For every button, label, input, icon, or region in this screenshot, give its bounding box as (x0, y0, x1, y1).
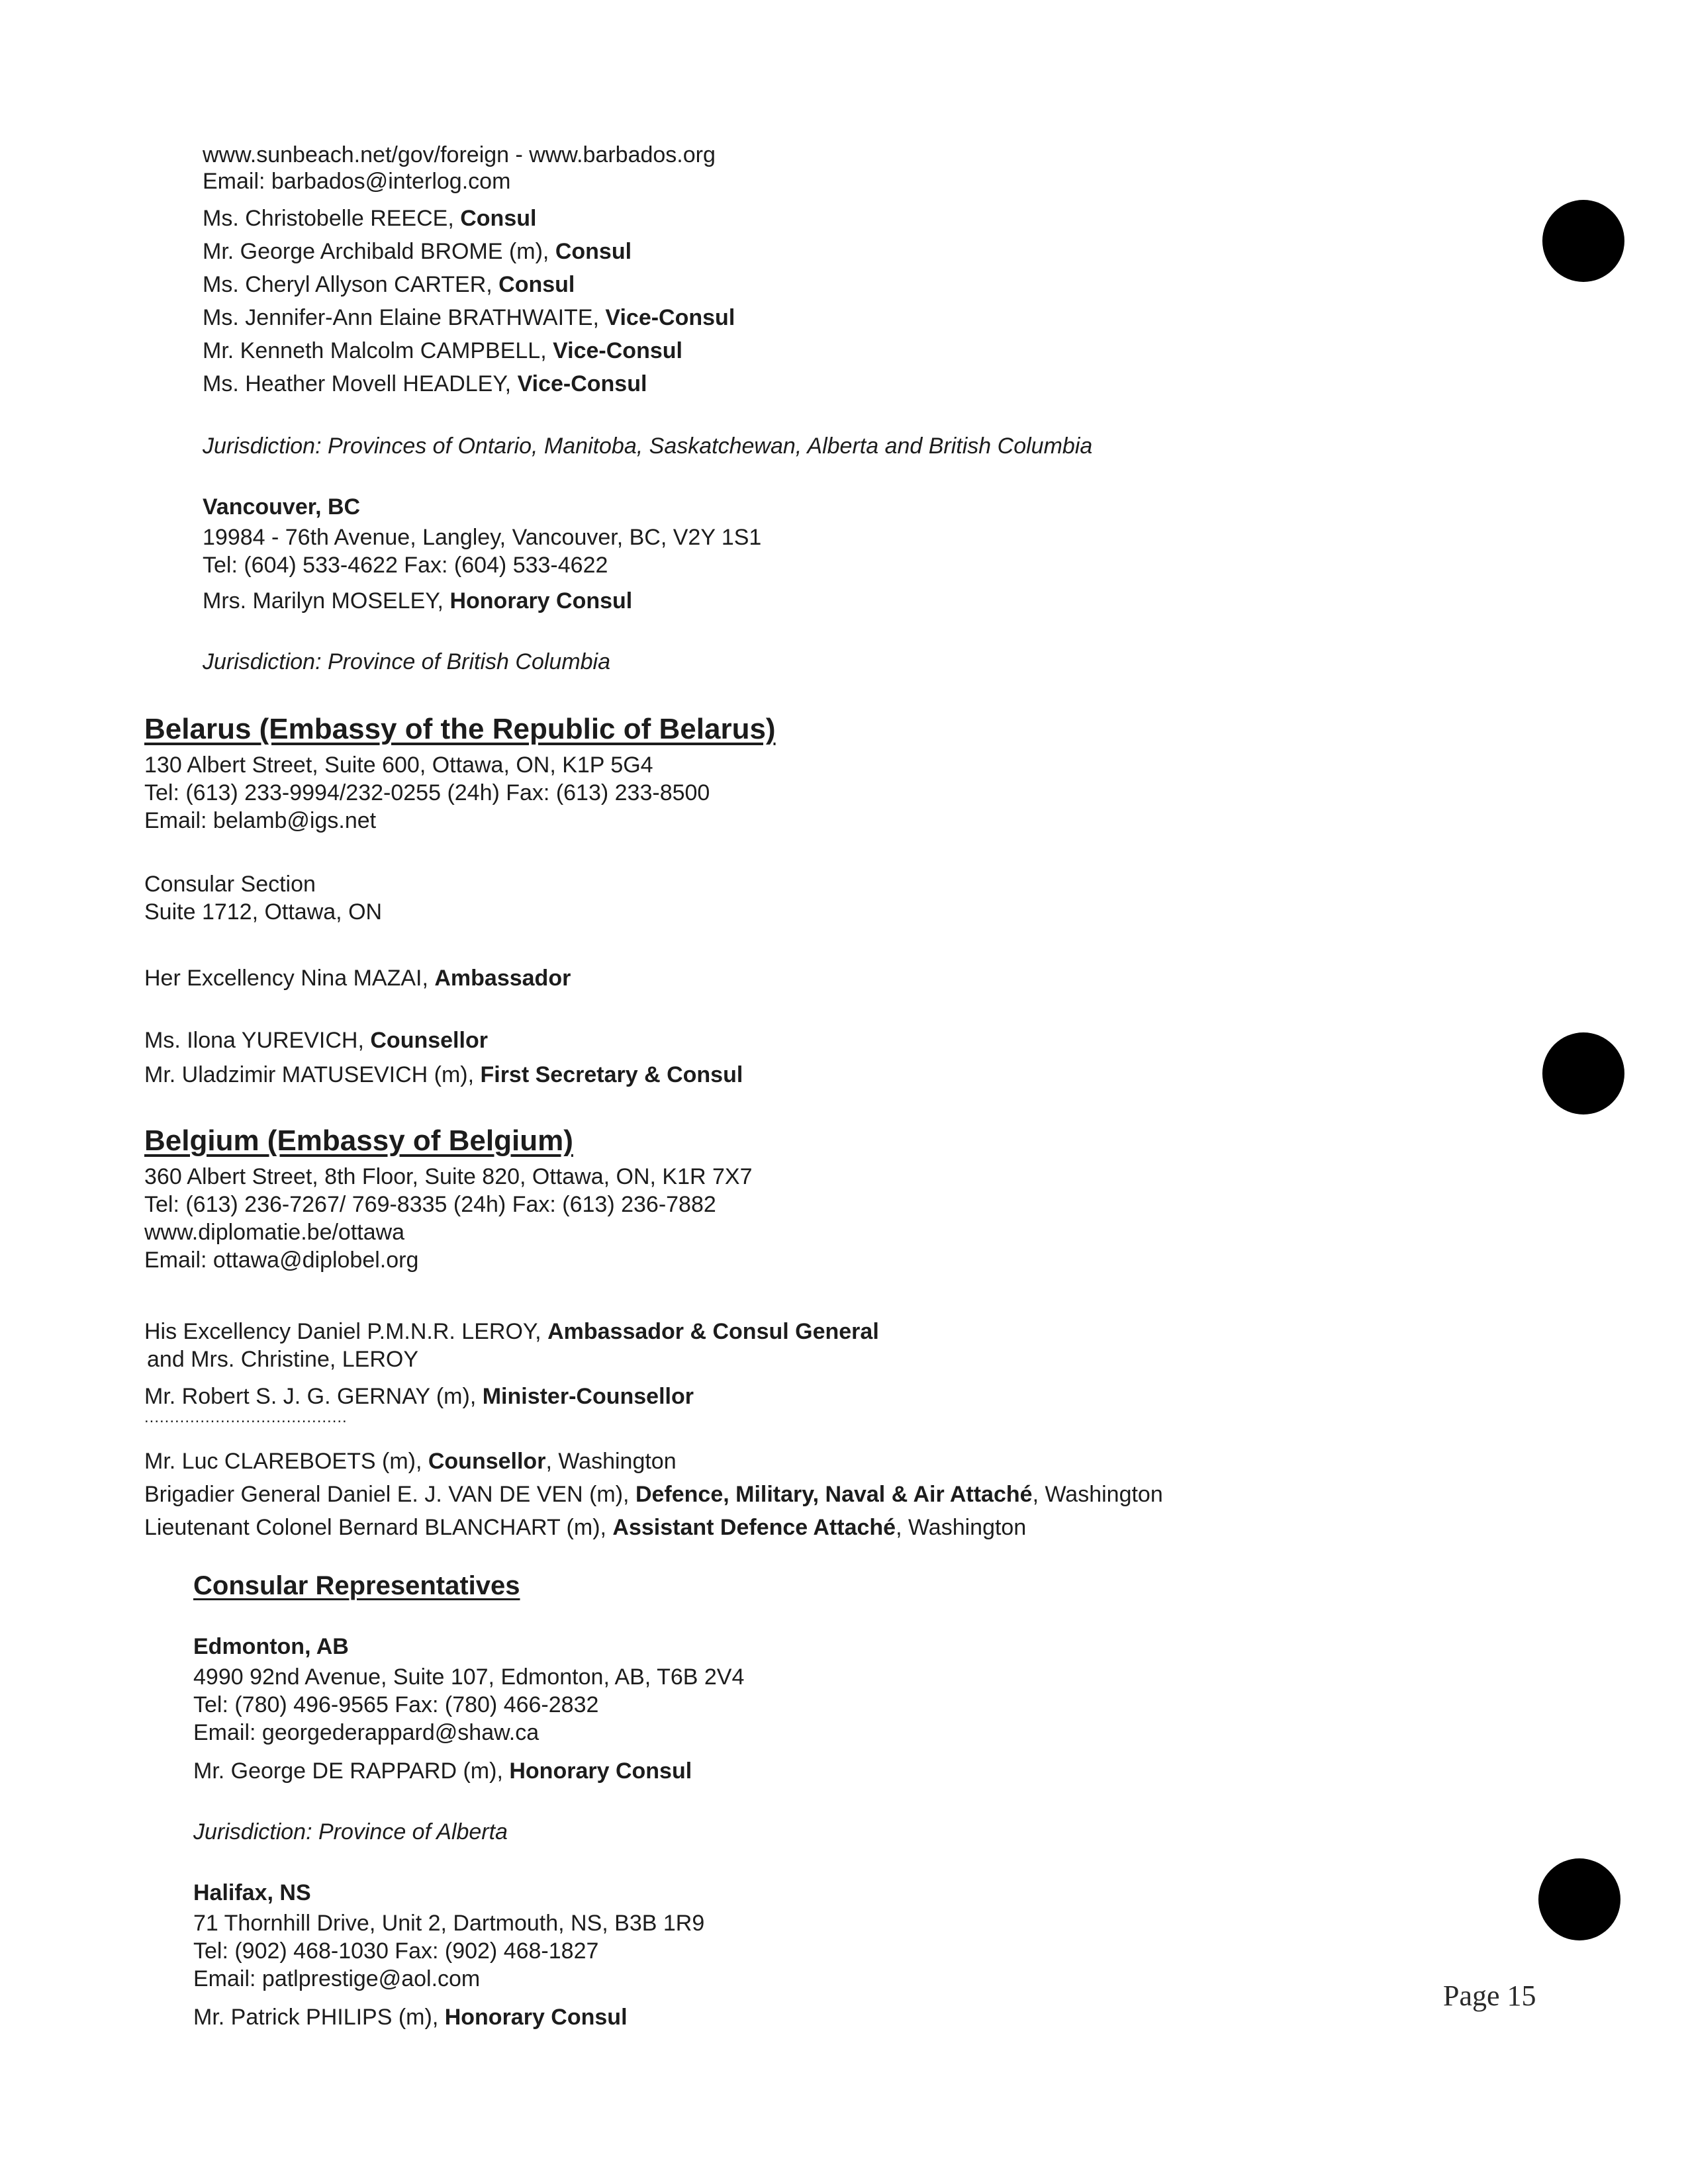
staff-name: Mr. Kenneth Malcolm CAMPBELL, (203, 338, 553, 363)
contact-name: Mr. George DE RAPPARD (m), (193, 1758, 510, 1784)
staff-name: Lieutenant Colonel Bernard BLANCHART (m), (144, 1515, 613, 1540)
halifax-contact (193, 2004, 628, 2030)
contact-title: Honorary Consul (449, 588, 633, 614)
staff-name: Ms. Heather Movell HEADLEY, (203, 371, 518, 396)
dotted-separator: ........................................ (144, 1408, 348, 1426)
belarus-email: Email: belamb@igs.net (144, 808, 377, 833)
staff-name: Ms. Jennifer-Ann Elaine BRATHWAITE, (203, 305, 606, 330)
contact-name: Mr. Patrick PHILIPS (m), (193, 2005, 445, 2030)
halifax-tel: Tel: (902) 468-1030 Fax: (902) 468-1827 (193, 1938, 599, 1964)
staff-title: Consul (460, 206, 537, 231)
edmonton-contact (193, 1758, 692, 1784)
staff-title: Vice-Consul (605, 305, 735, 330)
contact-title: Honorary Consul (509, 1758, 692, 1784)
halifax-email: Email: patlprestige@aol.com (193, 1966, 481, 1991)
belarus-tel: Tel: (613) 233-9994/232-0255 (24h) Fax: (613) 233-8500 (144, 780, 710, 805)
staff-title: Assistant Defence Attaché (612, 1515, 896, 1540)
staff-name: Mr. Uladzimir MATUSEVICH (m), (144, 1062, 481, 1087)
belgium-tel: Tel: (613) 236-7267/ 769-8335 (24h) Fax: (613) 236-7882 (144, 1192, 716, 1217)
halifax-address: 71 Thornhill Drive, Unit 2, Dartmouth, NS, B3B 1R9 (193, 1911, 705, 1936)
punch-hole-bottom (1538, 1858, 1620, 1940)
belgium-heading: Belgium (Embassy of Belgium) (144, 1124, 573, 1157)
staff-title: Counsellor (428, 1449, 546, 1474)
staff-location: , Washington (545, 1449, 677, 1474)
vancouver-tel: Tel: (604) 533-4622 Fax: (604) 533-4622 (203, 553, 608, 578)
edmonton-tel: Tel: (780) 496-9565 Fax: (780) 466-2832 (193, 1692, 599, 1717)
barbados-web: www.sunbeach.net/gov/foreign - www.barbados.org (203, 142, 716, 167)
staff-title: Vice-Consul (553, 338, 682, 363)
ambassador-name: His Excellency Daniel P.M.N.R. LEROY, (144, 1319, 548, 1344)
belarus-ambassador (144, 965, 571, 991)
belarus-consular-label: Consular Section (144, 872, 316, 897)
belarus-staff-1 (144, 1027, 488, 1054)
belgium-address: 360 Albert Street, 8th Floor, Suite 820, Ottawa, ON, K1R 7X7 (144, 1164, 753, 1189)
belarus-heading: Belarus (Embassy of the Republic of Belarus) (144, 713, 776, 745)
staff-location: , Washington (1032, 1482, 1163, 1507)
ambassador-title: Ambassador & Consul General (547, 1319, 879, 1344)
belgium-minister (144, 1383, 694, 1410)
staff-name: Mr. George Archibald BROME (m), (203, 239, 555, 264)
ambassador-title: Ambassador (434, 966, 571, 991)
minister-title: Minister-Counsellor (482, 1384, 694, 1409)
belgium-web: www.diplomatie.be/ottawa (144, 1220, 405, 1245)
page-number: Page 15 (1443, 1979, 1536, 2012)
belgium-washington-2 (144, 1481, 1163, 1508)
staff-name: Brigadier General Daniel E. J. VAN DE VEN (m), (144, 1482, 635, 1507)
barbados-staff-5 (203, 338, 682, 364)
belarus-consular-address: Suite 1712, Ottawa, ON (144, 899, 383, 925)
vancouver-address: 19984 - 76th Avenue, Langley, Vancouver, BC, V2Y 1S1 (203, 525, 762, 550)
staff-title: Defence, Military, Naval & Air Attaché (635, 1482, 1033, 1507)
vancouver-contact (203, 588, 632, 614)
staff-title: Consul (555, 239, 632, 264)
belgium-email: Email: ottawa@diplobel.org (144, 1248, 419, 1273)
minister-name: Mr. Robert S. J. G. GERNAY (m), (144, 1384, 483, 1409)
punch-hole-top (1542, 200, 1624, 282)
consular-representatives-heading: Consular Representatives (193, 1571, 520, 1600)
staff-location: , Washington (896, 1515, 1027, 1540)
barbados-email: Email: barbados@interlog.com (203, 169, 511, 194)
vancouver-jurisdiction: Jurisdiction: Province of British Columbia (203, 649, 611, 674)
staff-title: Consul (498, 272, 575, 297)
punch-hole-middle (1542, 1032, 1624, 1115)
barbados-staff-4 (203, 304, 735, 331)
barbados-jurisdiction: Jurisdiction: Provinces of Ontario, Manitoba, Saskatchewan, Alberta and British Columbia (203, 433, 1093, 459)
contact-title: Honorary Consul (444, 2005, 628, 2030)
halifax-city: Halifax, NS (193, 1880, 311, 1905)
edmonton-city: Edmonton, AB (193, 1634, 349, 1659)
staff-name: Mr. Luc CLAREBOETS (m), (144, 1449, 428, 1474)
edmonton-jurisdiction: Jurisdiction: Province of Alberta (193, 1819, 508, 1844)
belgium-washington-3 (144, 1514, 1026, 1541)
barbados-staff-3 (203, 271, 575, 298)
barbados-staff-2 (203, 238, 632, 265)
contact-name: Mrs. Marilyn MOSELEY, (203, 588, 450, 614)
staff-title: Vice-Consul (517, 371, 647, 396)
staff-name: Ms. Ilona YUREVICH, (144, 1028, 371, 1053)
staff-title: Counsellor (370, 1028, 488, 1053)
belgium-washington-1 (144, 1448, 677, 1475)
barbados-staff-1 (203, 205, 536, 232)
belarus-staff-2 (144, 1062, 743, 1088)
ambassador-name: Her Excellency Nina MAZAI, (144, 966, 435, 991)
belgium-ambassador (144, 1318, 879, 1345)
belgium-spouse: and Mrs. Christine, LEROY (147, 1347, 419, 1372)
staff-name: Ms. Cheryl Allyson CARTER, (203, 272, 499, 297)
vancouver-city: Vancouver, BC (203, 494, 361, 520)
edmonton-email: Email: georgederappard@shaw.ca (193, 1720, 539, 1745)
barbados-staff-6 (203, 371, 647, 397)
belarus-address: 130 Albert Street, Suite 600, Ottawa, ON, K1P 5G4 (144, 752, 653, 778)
edmonton-address: 4990 92nd Avenue, Suite 107, Edmonton, AB, T6B 2V4 (193, 1664, 745, 1690)
staff-title: First Secretary & Consul (480, 1062, 743, 1087)
staff-name: Ms. Christobelle REECE, (203, 206, 461, 231)
